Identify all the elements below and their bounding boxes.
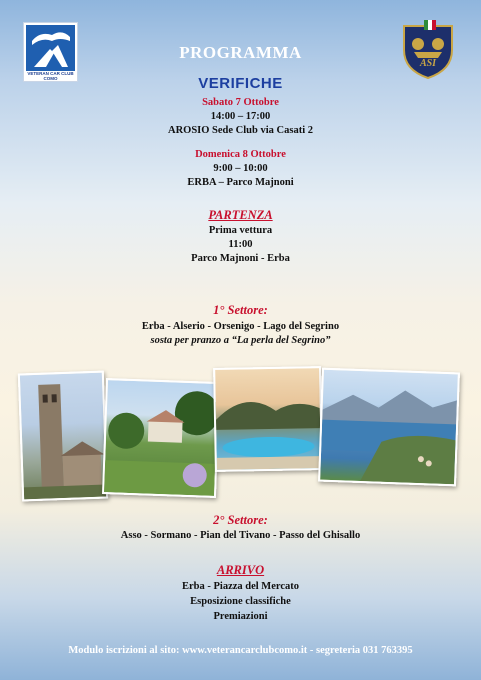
verifiche-heading: VERIFICHE: [198, 75, 283, 92]
settore1-route: Erba - Alserio - Orsenigo - Lago del Segrino: [141, 321, 340, 332]
day1-date: Sabato 7 Ottobre: [202, 97, 279, 108]
partenza-heading: PARTENZA: [208, 208, 273, 222]
arrivo-heading: ARRIVO: [216, 563, 265, 577]
partenza-line3: Parco Majnoni - Erba: [191, 253, 290, 264]
photo-lake-pool: [213, 366, 323, 472]
arrivo-line2: Esposizione classifiche: [190, 596, 291, 607]
day2-place: ERBA – Parco Majnoni: [187, 177, 294, 188]
photo-lake-como: [318, 368, 460, 487]
settore2-heading: 2° Settore:: [213, 513, 268, 527]
arrivo-line3: Premiazioni: [213, 611, 268, 622]
day2-date: Domenica 8 Ottobre: [195, 149, 286, 160]
photo-villa-garden: [102, 378, 220, 498]
arrivo-line1: Erba - Piazza del Mercato: [181, 581, 300, 592]
day1-place: AROSIO Sede Club via Casati 2: [168, 125, 313, 136]
asi-logo-text: ASI: [419, 58, 437, 69]
settore2-route: Asso - Sormano - Pian del Tivano - Passo del Ghisallo: [120, 530, 361, 541]
day2-time: 9:00 – 10:00: [213, 163, 268, 174]
settore1-heading: 1° Settore:: [213, 303, 268, 317]
club-logo-text: VETERAN CAR CLUB COMO: [27, 71, 74, 81]
page-title: PROGRAMMA: [179, 43, 302, 62]
partenza-line2: 11:00: [228, 239, 253, 250]
day1-time: 14:00 – 17:00: [210, 111, 271, 122]
partenza-line1: Prima vettura: [208, 225, 273, 236]
footer-text: Modulo iscrizioni al sito: www.veterancarclubcomo.it - segreteria 031 763395: [68, 645, 413, 656]
photo-bell-tower: [18, 371, 108, 502]
settore1-note: sosta per pranzo a “La perla del Segrino”: [150, 335, 331, 346]
